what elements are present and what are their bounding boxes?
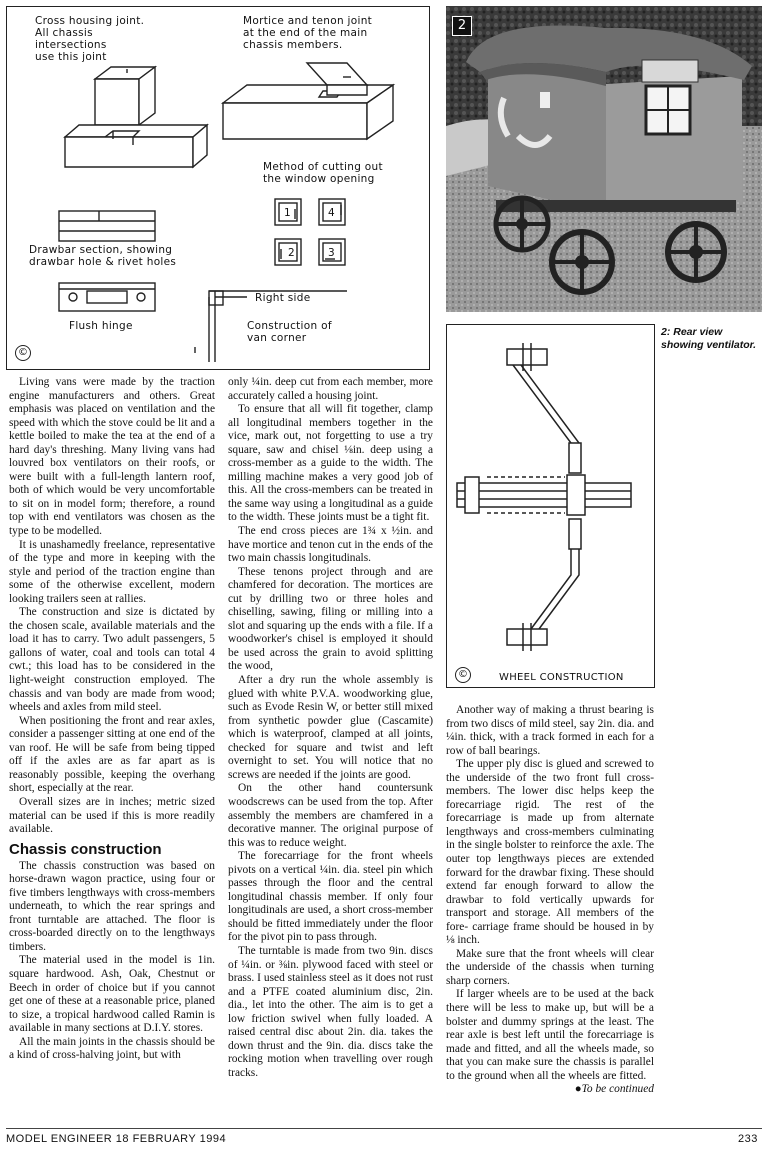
col3-paragraph-3: Make sure that the front wheels will clear the underside of the chassis when turning sharp corners. <box>446 947 654 987</box>
housing-joint-beam <box>65 125 207 167</box>
window-step-1: 1 <box>284 207 291 219</box>
footer-page-number: 233 <box>738 1133 758 1145</box>
van-photo-illustration <box>446 6 762 312</box>
text-column-1 <box>9 376 215 1063</box>
photo-number-badge: 2 <box>452 16 472 36</box>
housing-joint-upright <box>95 67 155 125</box>
col1-paragraph-1: Living vans were made by the traction engine manufacturers and others. Great emphasis was placed on ventilation and the speed with which the stove could be lit and a kettle boiled to make the tea at the end of a hard day's threshing. Many living vans had louvred box ventilators on their roofs, or were built with a full-length lantern roof, both of which would be very uncomfortable to sit on in model form; therefore, a round top with end ventilators was chosen as the type to be modelled. <box>9 376 215 538</box>
photo-caption: 2: Rear view showing ventilator. <box>661 326 757 351</box>
flush-hinge-drawing <box>59 283 155 311</box>
col2-paragraph-7: The forecarriage for the front wheels pivots on a vertical ¼in. dia. steel pin which passes through the floor and the central longitudinal chassis member. If only four longitudinals are used, a short cross-member should be fitted immediately under the floor for the pivot pin to pass through. <box>228 850 433 944</box>
col2-paragraph-1: only ¼in. deep cut from each member, more accurately called a housing joint. <box>228 376 433 402</box>
wheel-construction-title: WHEEL CONSTRUCTION <box>499 672 624 683</box>
col1-paragraph-8: All the main joints in the chassis should be a kind of cross-halving joint, but with <box>9 1035 215 1062</box>
col2-paragraph-6: On the other hand countersunk woodscrews can be used from the top. After assembly the members are chamfered in a decorative manner. The original purpose of this was to reduce weight. <box>228 782 433 849</box>
copyright-symbol: © <box>15 345 31 361</box>
text-column-3 <box>446 704 654 1097</box>
col3-paragraph-4: If larger wheels are to be used at the back there will be less to make up, but will be a bolster and dummy springs at the least. The rear axle is best left until the forecarriage is made and fitted, and all the wheels made, so that you can make sure the chassis is parallel to the ground when all the wheels are fitted. <box>446 988 654 1082</box>
window-step-2: 2 <box>288 247 295 259</box>
col2-paragraph-4: These tenons project through and are chamfered for decoration. The mortices are cut by drilling two or three holes and chiselling, sawing, filing or milling into a slot and squaring up the ends with a file. If a woodworker's chisel is employed it should be used across the grain to avoid splitting the wood, <box>228 565 433 673</box>
col1-paragraph-2: It is unashamedly freelance, representative of the type and more in keeping with the style and period of the traction engine than some of the otherwise excellent, modern looking trailers seen at rallies. <box>9 538 215 605</box>
wheel-construction-drawing <box>447 325 653 665</box>
text-column-2 <box>228 376 433 1080</box>
label-flush-hinge: Flush hinge <box>69 320 133 332</box>
col2-paragraph-3: The end cross pieces are 1¾ x ½in. and have mortice and tenon cut in the ends of the two main chassis longitudinals. <box>228 525 433 565</box>
label-drawbar-section: Drawbar section, showing drawbar hole & rivet holes <box>29 244 177 268</box>
wheel-copyright-symbol: © <box>455 667 471 683</box>
window-step-3: 3 <box>328 247 335 259</box>
col3-paragraph-1: Another way of making a thrust bearing is from two discs of mild steel, say 2in. dia. and ¼in. thick, with a track formed in each for a row of ball bearings. <box>446 704 654 757</box>
label-cross-housing-joint: Cross housing joint. All chassis intersections use this joint <box>35 15 145 63</box>
col1-paragraph-5: Overall sizes are in inches; metric sized material can be used if this is more readily available. <box>9 795 215 836</box>
van-corner-drawing <box>195 291 347 362</box>
joints-diagram <box>6 6 430 370</box>
wheel-construction-diagram <box>446 324 655 688</box>
joints-drawing <box>7 7 427 367</box>
col1-paragraph-4: When positioning the front and rear axles, consider a passenger sitting at one end of the van roof. He will be safe from being tipped off if the axles are as far apart as is reasonably possible, keeping the overhang short, especially at the rear. <box>9 714 215 795</box>
col2-paragraph-8: The turntable is made from two 9in. discs of ¼in. or ⅜in. plywood faced with steel or brass. I used stainless steel as it does not rust and a PTFE coated aluminium disc, 2in. dia., let into the other. The aim is to get a low friction swivel when fully loaded. A raised central disc about 2in. dia. takes the down thrust and the 9in. dia. discs take the rocking motion when travelling over rough tracks. <box>228 944 433 1079</box>
drawbar-section-drawing <box>59 211 155 241</box>
col1-paragraph-3: The construction and size is dictated by the chosen scale, available materials and the load it has to carry. Two adult passengers, 5 gallons of water, coal and tools can total 4 cwt.; this load has to be considered in the light-weight construction employed. The chassis and van body are made from wood; wheels and axles from mild steel. <box>9 606 215 714</box>
label-right-side: Right side <box>255 292 311 304</box>
col3-paragraph-2: The upper ply disc is glued and screwed to the underside of the two front full cross-members. The lower disc helps keep the forecarriage rigid. The rest of the forecarriage is made up from alternate lengthways and cross-members culminating in the single bolster to reinforce the axle. The outer top lengthways pieces are extended forward for the drawbar fixing. These should extend far enough forward to allow the drawbar to fold vertically upwards for transport and storage. All members of the fore- carriage frame should be housed in by ⅛ inch. <box>446 758 654 947</box>
col2-paragraph-5: After a dry run the whole assembly is glued with white P.V.A. woodworking glue, such as Evode Resin W, or better still mixed from synthetic powder glue (Cascamite) which is waterproof, clamped at all joints, checked for square and twist and left overnight to set. You will notice that no screws are needed if the joints are good. <box>228 674 433 781</box>
rear-view-photo <box>446 6 762 312</box>
label-van-corner: Construction of van corner <box>247 320 332 344</box>
section-heading-chassis: Chassis construction <box>9 840 162 858</box>
footer-publication: MODEL ENGINEER 18 FEBRUARY 1994 <box>6 1133 227 1145</box>
label-mortice-tenon-joint: Mortice and tenon joint at the end of the main chassis members. <box>243 15 373 51</box>
col2-paragraph-2: To ensure that all will fit together, clamp all longitudinal members together in the vice, mark out, not forgetting to use a try square, saw and chisel ⅛in. deep using a cross-member as a guide to the width. The milling machine makes a very good job of this. All the cross-members can be treated in the same way using a longitudinal as a guide to the width. These joints must be a tight fit. <box>228 403 433 524</box>
label-window-method: Method of cutting out the window opening <box>263 161 383 185</box>
to-be-continued: ●To be continued <box>574 1083 654 1096</box>
col1-paragraph-7: The material used in the model is 1in. square hardwood. Ash, Oak, Chestnut or Beech in order of choice but if you cannot get one of these at a reasonable price, planed to size, a tropical hardwood called Ramin is available in many sections at D.I.Y. stores. <box>9 954 215 1035</box>
window-step-4: 4 <box>328 207 335 219</box>
footer-rule <box>6 1128 762 1129</box>
col1-paragraph-6: The chassis construction was based on horse-drawn wagon practice, using four or five timbers lengthways with cross-members underneath, to which the rear springs and front turntable are attached. The floor is cross-boarded directly on to the lengthways timbers. <box>9 859 215 953</box>
